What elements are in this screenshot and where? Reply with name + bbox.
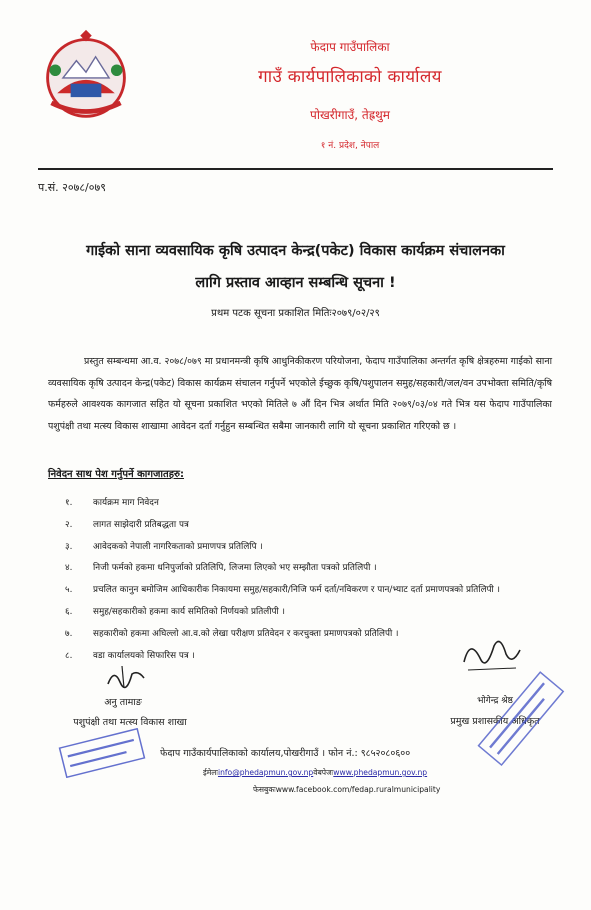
facebook-label: फेसबुकः: [253, 785, 276, 794]
notice-body: प्रस्तुत सम्बन्धमा आ.व. २०७८/०७९ मा प्रधानमन्त्री कृषि आधुनिकीकरण परियोजना, फेदाप गाउँपालिका अन्तर्गत कृषि क्षेत्रहरुमा गाईको साना व्यवसायिक कृषि उत्पादन केन्द्र(पकेट) विकास कार्यक्रम संचालन गर्नुपर्ने भएकोले ईच्छुक कृषि/पशुपालन समुह/सहकारी/जल/वन उपभोक्ता समिति/कृषि फर्महरुले आवश्यक कागजात सहित यो सूचना प्रकाशित भएको मितिले ७ औं दिन भित्र अर्थात मिति २०७९/०३/०४ गते भित्र यस फेदाप गाउँपालिका पशुपंक्षी तथा मत्स्य विकास शाखामा आवेदन दर्ता गर्नुहुन सम्बन्धित सबैमा जानकारी लागि यो सूचना प्रकाशित गरिएको छ ।: [48, 356, 552, 432]
list-item: ४. निजी फर्मको हकमा धनिपुर्जाको प्रतिलिपि, लिजमा लिएको भए सम्झौता पत्रको प्रतिलिपी ।: [65, 563, 377, 574]
list-item: ७. सहकारीको हकमा अघिल्लो आ.व.को लेखा परीक्षण प्रतिवेदन र करचुक्ता प्रमाणपत्रको प्रतिलिपी ।: [65, 628, 399, 639]
right-signatory-name: भोगेन्द्र श्रेष्ठ: [477, 696, 513, 706]
publish-date: प्रथम पटक सूचना प्रकाशित मितिः२०७९/०२/२९: [211, 308, 380, 319]
list-item: १. कार्यक्रम माग निवेदन: [65, 498, 159, 508]
facebook-link[interactable]: www.facebook.com/fedap.ruralmunicipality: [275, 785, 441, 794]
province-name: १ नं. प्रदेश, नेपाल: [320, 141, 380, 151]
website-label: वेबपेजः: [313, 768, 334, 777]
nepal-emblem-icon: [38, 28, 134, 124]
left-signatory-office: पशुपंक्षी तथा मत्स्य विकास शाखा: [73, 717, 187, 728]
notice-title-line2: लागि प्रस्ताव आव्हान सम्बन्धि सूचना !: [195, 275, 396, 291]
office-name: गाउँ कार्यपालिकाको कार्यालय: [258, 67, 442, 87]
website-link[interactable]: www.phedapmun.gov.np: [333, 768, 428, 777]
notice-title-line1: गाईको साना व्यवसायिक कृषि उत्पादन केन्द्र(पकेट) विकास कार्यक्रम संचालनका: [86, 243, 505, 259]
documents-heading: निवेदन साथ पेश गर्नुपर्ने कागजातहरु:: [48, 469, 185, 480]
official-stamp: [466, 660, 576, 780]
footer-address-phone: फेदाप गाउँकार्यपालिकाको कार्यालय,पोखरीगाउँ । फोन नं.: ९८५२०८०६००: [160, 748, 411, 759]
footer-contact-line: [203, 768, 427, 778]
header-divider: [38, 168, 553, 170]
office-location: पोखरीगाउँ, तेह्रथुम: [310, 108, 390, 122]
list-item: ८. वडा कार्यालयको सिफारिस पत्र ।: [65, 650, 195, 661]
list-item: ६. समुह/सहकारीको हकमा कार्य समितिको निर्णयको प्रतिलीपी ।: [65, 606, 285, 617]
list-item: ५. प्रचलित कानुन बमोजिम आधिकारीक निकायमा समुह/सहकारी/निजि फर्म दर्ता/नविकरण र पान/भ्याट दर्ता प्रमाणपत्रको प्रतिलिपी ।: [65, 585, 500, 596]
footer-facebook-line: [253, 785, 440, 795]
right-signatory-title: प्रमुख प्रशासकीय अधिकृत: [450, 716, 540, 727]
email-link[interactable]: info@phedapmun.gov.np: [217, 768, 314, 777]
left-signatory-name: अनु तामाङ: [104, 697, 142, 708]
list-item: २. लागत साझेदारी प्रतिबद्धता पत्र: [65, 519, 189, 530]
email-label: ईमेलः: [203, 768, 218, 777]
department-stamp: [56, 728, 148, 778]
list-item: ३. आवेदकको नेपाली नागरिकताको प्रमाणपत्र प्रतिलिपि ।: [65, 541, 263, 552]
reference-number: प.सं. २०७८/०७९: [38, 181, 106, 194]
municipality-name: फेदाप गाउँपालिका: [310, 40, 390, 54]
left-signature: [104, 664, 148, 690]
